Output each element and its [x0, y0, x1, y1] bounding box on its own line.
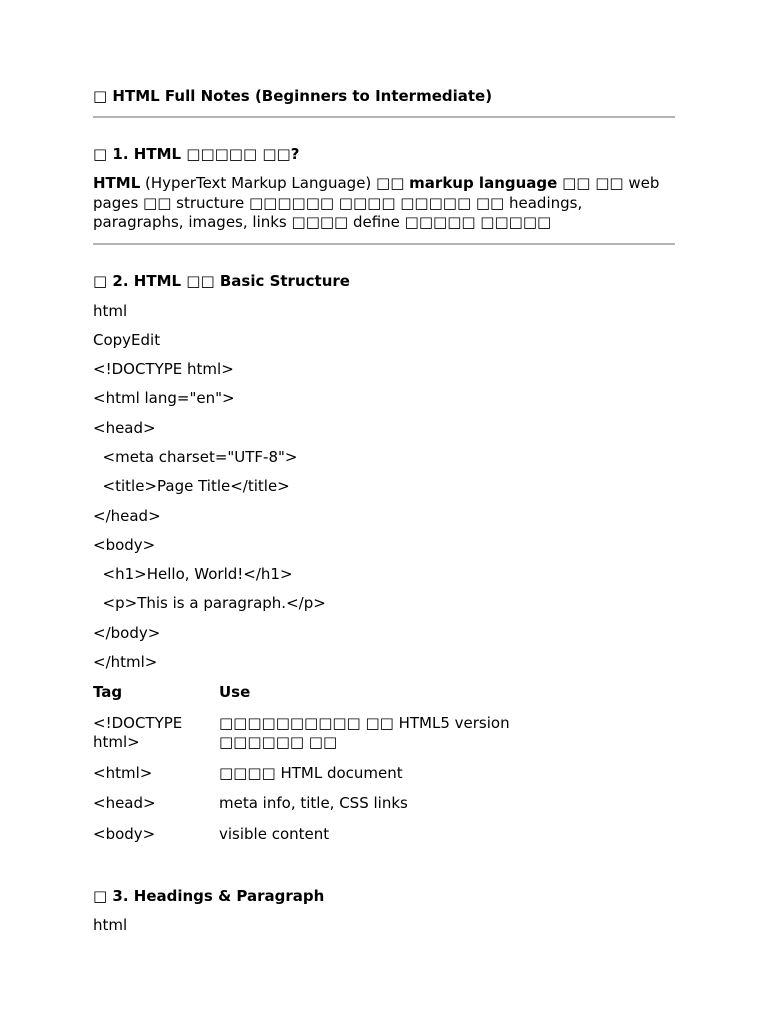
- divider: [93, 116, 675, 118]
- section-1-heading-text: 1. HTML □□□□□ □□?: [112, 145, 300, 163]
- table-row: [93, 814, 519, 845]
- table-row: [93, 703, 519, 753]
- code-language-label: html: [93, 302, 128, 320]
- intro-text-2: □□ □□ web pages □□ structure □□□□□□ □□□□ □□□□□ □□ headings, paragraphs, images, links □□□□ define □□□□□ □□□□□: [93, 174, 660, 231]
- table-header-cell: Use: [219, 683, 251, 701]
- code-line: <h1>Hello, World!</h1>: [93, 565, 293, 584]
- table-cell-use: □□□□□□□□□□ □□ HTML5 version □□□□□□ □□: [219, 713, 510, 751]
- code-language-label: html: [93, 916, 128, 934]
- intro-text-1: (HyperText Markup Language) □□: [140, 174, 410, 192]
- section-2-heading-text: 2. HTML □□ Basic Structure: [112, 272, 350, 290]
- copy-edit-label[interactable]: CopyEdit: [93, 331, 161, 349]
- bullet-icon: □: [93, 272, 108, 290]
- bullet-icon: □: [93, 145, 108, 163]
- table-cell-use: □□□□ HTML document: [219, 763, 403, 782]
- code-line: <title>Page Title</title>: [93, 477, 290, 496]
- table-cell-tag: <html>: [93, 763, 153, 782]
- code-line: </body>: [93, 623, 161, 642]
- table-header-cell: Tag: [93, 683, 123, 701]
- section-3-heading-text: 3. Headings & Paragraph: [112, 887, 325, 905]
- tag-table: [93, 683, 519, 844]
- table-cell-use: meta info, title, CSS links: [219, 794, 408, 812]
- table-row: [93, 753, 519, 784]
- code-line: <head>: [93, 418, 156, 437]
- section-1-heading: [93, 144, 299, 164]
- section-1-paragraph: [93, 174, 675, 233]
- document-title: [93, 86, 492, 106]
- document-title-text: HTML Full Notes (Beginners to Intermediate): [112, 87, 493, 105]
- section-3-heading: [93, 886, 324, 906]
- bullet-icon: □: [93, 87, 108, 105]
- code-line: </html>: [93, 653, 158, 671]
- table-cell-tag: <body>: [93, 824, 156, 843]
- divider: [93, 243, 675, 245]
- code-line: <meta charset="UTF-8">: [93, 447, 298, 466]
- bullet-icon: □: [93, 887, 108, 905]
- code-line: </head>: [93, 506, 161, 525]
- table-cell-tag: <!DOCTYPE html>: [93, 713, 183, 751]
- code-line: <!DOCTYPE html>: [93, 360, 234, 378]
- intro-bold-html: HTML: [93, 174, 141, 192]
- table-cell-use: visible content: [219, 824, 330, 843]
- table-header-row: [93, 683, 519, 703]
- section-2-heading: [93, 271, 350, 291]
- code-line: <body>: [93, 535, 156, 554]
- code-line: <p>This is a paragraph.</p>: [93, 594, 326, 613]
- table-cell-tag: <head>: [93, 794, 156, 812]
- code-line: <html lang="en">: [93, 389, 235, 408]
- intro-bold-markup: markup language: [409, 174, 558, 192]
- table-row: [93, 783, 519, 814]
